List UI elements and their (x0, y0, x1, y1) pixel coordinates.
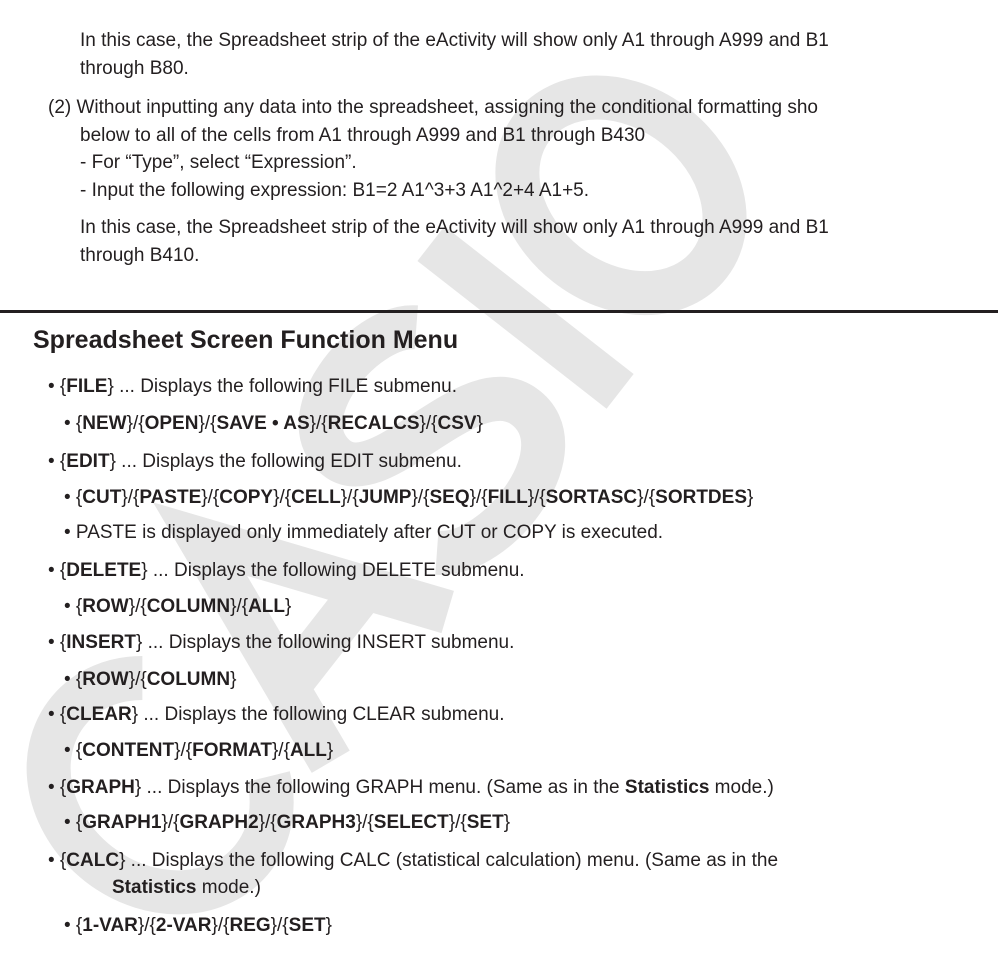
text-segment: • { (64, 669, 83, 690)
menu-key-label: CONTENT (82, 740, 175, 761)
menu-key-label: OPEN (144, 413, 199, 434)
menu-key-label: GRAPH2 (179, 812, 259, 833)
menu-key-label: SEQ (429, 487, 470, 508)
text-segment: }/{ (355, 812, 374, 833)
menu-key-label: CALC (66, 850, 120, 871)
text-segment: below to all of the cells from A1 through A999 and B1 through B430 (80, 125, 646, 146)
text-segment: } ... Displays the following GRAPH menu. (Same as in the (134, 777, 625, 798)
text-segment: }/{ (121, 487, 140, 508)
text-segment: }/{ (230, 596, 249, 617)
menu-key-label: GRAPH3 (276, 812, 356, 833)
text-segment: }/{ (211, 915, 230, 936)
menu-key-label: FILE (66, 376, 108, 397)
text-segment: }/{ (340, 487, 359, 508)
menu-list-item (48, 777, 774, 799)
menu-key-label: 2-VAR (155, 915, 212, 936)
text-segment: • { (48, 376, 67, 397)
menu-list-item (64, 487, 753, 509)
menu-key-label: ROW (82, 596, 129, 617)
text-segment: • { (48, 777, 67, 798)
paragraph-line (80, 58, 189, 80)
text-segment: • { (48, 850, 67, 871)
text-segment: }/{ (448, 812, 467, 833)
text-segment: mode.) (196, 877, 261, 898)
text-segment: • { (48, 632, 67, 653)
paragraph-line (80, 125, 645, 147)
menu-key-label: COLUMN (146, 596, 231, 617)
text-segment: }/{ (258, 812, 277, 833)
menu-list-item (48, 704, 505, 726)
text-segment: • { (64, 740, 83, 761)
text-segment: } (747, 487, 754, 508)
text-segment: } (325, 915, 332, 936)
paragraph-line (80, 217, 829, 239)
menu-list-item (64, 413, 483, 435)
text-segment: }/{ (271, 740, 290, 761)
text-segment: }/{ (527, 487, 546, 508)
menu-key-label: SET (288, 915, 326, 936)
menu-key-label: CSV (437, 413, 477, 434)
text-segment: }/{ (411, 487, 430, 508)
text-segment: } ... Displays the following CALC (statistical calculation) menu. (Same as in the (119, 850, 779, 871)
text-segment: } (503, 812, 511, 833)
text-segment: } (285, 596, 292, 617)
menu-key-label: COPY (219, 487, 274, 508)
text-segment: } (476, 413, 483, 434)
menu-key-label: Statistics (112, 877, 197, 898)
text-segment: mode.) (709, 777, 774, 798)
menu-key-label: 1-VAR (82, 915, 138, 936)
text-segment: }/{ (270, 915, 289, 936)
menu-key-label: EDIT (66, 451, 110, 472)
text-segment: In this case, the Spreadsheet strip of the eActivity will show only A1 through A999 and B1 (80, 30, 829, 51)
menu-key-label: FILL (487, 487, 528, 508)
menu-list-item (64, 522, 663, 544)
paragraph-line (80, 152, 357, 174)
paragraph-line (80, 180, 589, 202)
text-segment: • { (48, 704, 67, 725)
menu-key-label: NEW (82, 413, 127, 434)
menu-key-label: ALL (248, 596, 286, 617)
menu-key-label: REG (229, 915, 271, 936)
text-segment: }/{ (309, 413, 328, 434)
text-segment: }/{ (128, 669, 147, 690)
text-segment: }/{ (273, 487, 292, 508)
text-segment: } ... Displays the following EDIT submenu. (109, 451, 462, 472)
menu-key-label: ALL (289, 740, 327, 761)
menu-key-label: PASTE (139, 487, 202, 508)
menu-key-label: SORTASC (545, 487, 638, 508)
menu-key-label: Statistics (624, 777, 710, 798)
menu-key-label: SAVE • AS (216, 413, 310, 434)
menu-key-label: FORMAT (192, 740, 272, 761)
paragraph-line (80, 245, 199, 267)
menu-key-label: ROW (82, 669, 129, 690)
text-segment: • { (64, 596, 83, 617)
text-segment: }/{ (126, 413, 145, 434)
menu-list-item (64, 915, 332, 937)
text-segment: }/{ (469, 487, 488, 508)
text-segment: } (230, 669, 237, 690)
menu-key-label: SELECT (373, 812, 449, 833)
text-segment: In this case, the Spreadsheet strip of the eActivity will show only A1 through A999 and B1 (80, 217, 829, 238)
text-segment: }/{ (198, 413, 217, 434)
text-segment: through B80. (80, 58, 189, 79)
text-segment: }/{ (174, 740, 193, 761)
menu-list-item (64, 812, 510, 834)
text-segment: }/{ (161, 812, 180, 833)
menu-key-label: CLEAR (66, 704, 132, 725)
text-segment: } ... Displays the following CLEAR submenu. (131, 704, 505, 725)
text-segment: (2) Without inputting any data into the spreadsheet, assigning the conditional formatting sho (48, 97, 818, 118)
text-segment: } ... Displays the following FILE submenu. (107, 376, 458, 397)
menu-key-label: CELL (291, 487, 341, 508)
text-segment: • { (64, 487, 83, 508)
menu-list-item (64, 669, 236, 691)
text-segment: - For “Type”, select “Expression”. (80, 152, 357, 173)
menu-list-item (48, 850, 778, 872)
menu-list-item (48, 632, 514, 654)
menu-key-label: SORTDES (655, 487, 747, 508)
text-segment: through B410. (80, 245, 200, 266)
menu-key-label: JUMP (358, 487, 412, 508)
menu-key-label: CUT (82, 487, 122, 508)
text-segment: }/{ (137, 915, 156, 936)
text-segment: • { (48, 451, 67, 472)
text-segment: • { (48, 560, 67, 581)
menu-list-item (48, 376, 457, 398)
paragraph-line (80, 30, 829, 52)
menu-key-label: RECALCS (327, 413, 420, 434)
paragraph-line (48, 97, 818, 119)
menu-key-label: INSERT (66, 632, 136, 653)
menu-key-label: COLUMN (146, 669, 231, 690)
text-segment: }/{ (637, 487, 656, 508)
text-segment: • { (64, 915, 83, 936)
text-segment: }/{ (419, 413, 438, 434)
text-segment: } ... Displays the following DELETE submenu. (141, 560, 525, 581)
text-segment: • PASTE is displayed only immediately after CUT or COPY is executed. (64, 522, 664, 543)
text-segment: - Input the following expression: B1=2 A1^3+3 A1^2+4 A1+5. (80, 180, 590, 201)
menu-key-label: GRAPH1 (82, 812, 162, 833)
menu-list-item (48, 451, 462, 473)
text-segment: }/{ (201, 487, 220, 508)
section-heading: Spreadsheet Screen Function Menu (33, 326, 459, 354)
text-segment: } (326, 740, 334, 761)
section-divider (0, 310, 998, 313)
menu-key-label: SET (466, 812, 504, 833)
menu-list-item (112, 877, 261, 899)
menu-key-label: GRAPH (66, 777, 135, 798)
text-segment: }/{ (128, 596, 147, 617)
text-segment: • { (64, 413, 83, 434)
menu-list-item (64, 596, 291, 618)
text-segment: • { (64, 812, 83, 833)
menu-key-label: DELETE (66, 560, 142, 581)
text-segment: } ... Displays the following INSERT submenu. (135, 632, 515, 653)
menu-list-item (48, 560, 525, 582)
menu-list-item (64, 740, 333, 762)
